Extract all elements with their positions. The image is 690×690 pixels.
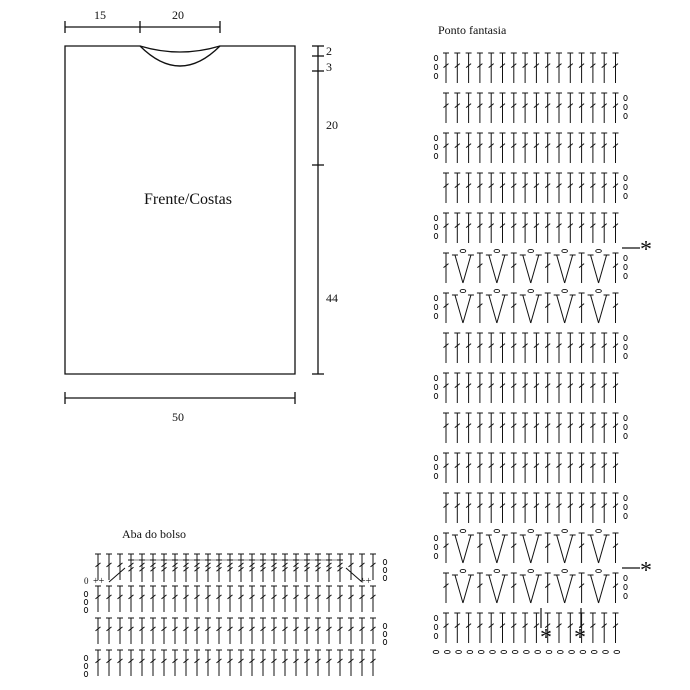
pocket-flap-chart — [84, 554, 386, 677]
neckline-back — [140, 46, 220, 52]
marker-arrows — [541, 248, 640, 628]
marker-star-upper: * — [640, 237, 652, 263]
garment-outline — [65, 46, 295, 374]
pocket-flap-title: Aba do bolso — [122, 527, 186, 541]
stitch-chart — [433, 53, 627, 654]
dim-right-neck: 2 — [326, 44, 332, 58]
marker-star-bottom-left: * — [540, 625, 552, 651]
stitch-chart-title: Ponto fantasia — [438, 23, 507, 37]
marker-star-bottom-right: * — [574, 625, 586, 651]
marker-star-lower: * — [640, 558, 652, 584]
dim-top-right: 20 — [172, 8, 184, 22]
flap-increase-right: ++ — [360, 576, 372, 587]
dim-bottom: 50 — [172, 410, 184, 424]
dim-right-yoke: 3 — [326, 60, 332, 74]
dim-right-upper: 20 — [326, 118, 338, 132]
dim-top-left: 15 — [94, 8, 106, 22]
dim-right-lower: 44 — [326, 291, 338, 305]
flap-increase-left: ++ — [93, 576, 105, 587]
flap-edge-mark: 0 — [84, 576, 89, 586]
schematic-title: Frente/Costas — [144, 191, 232, 208]
front-back-schematic — [65, 21, 324, 404]
